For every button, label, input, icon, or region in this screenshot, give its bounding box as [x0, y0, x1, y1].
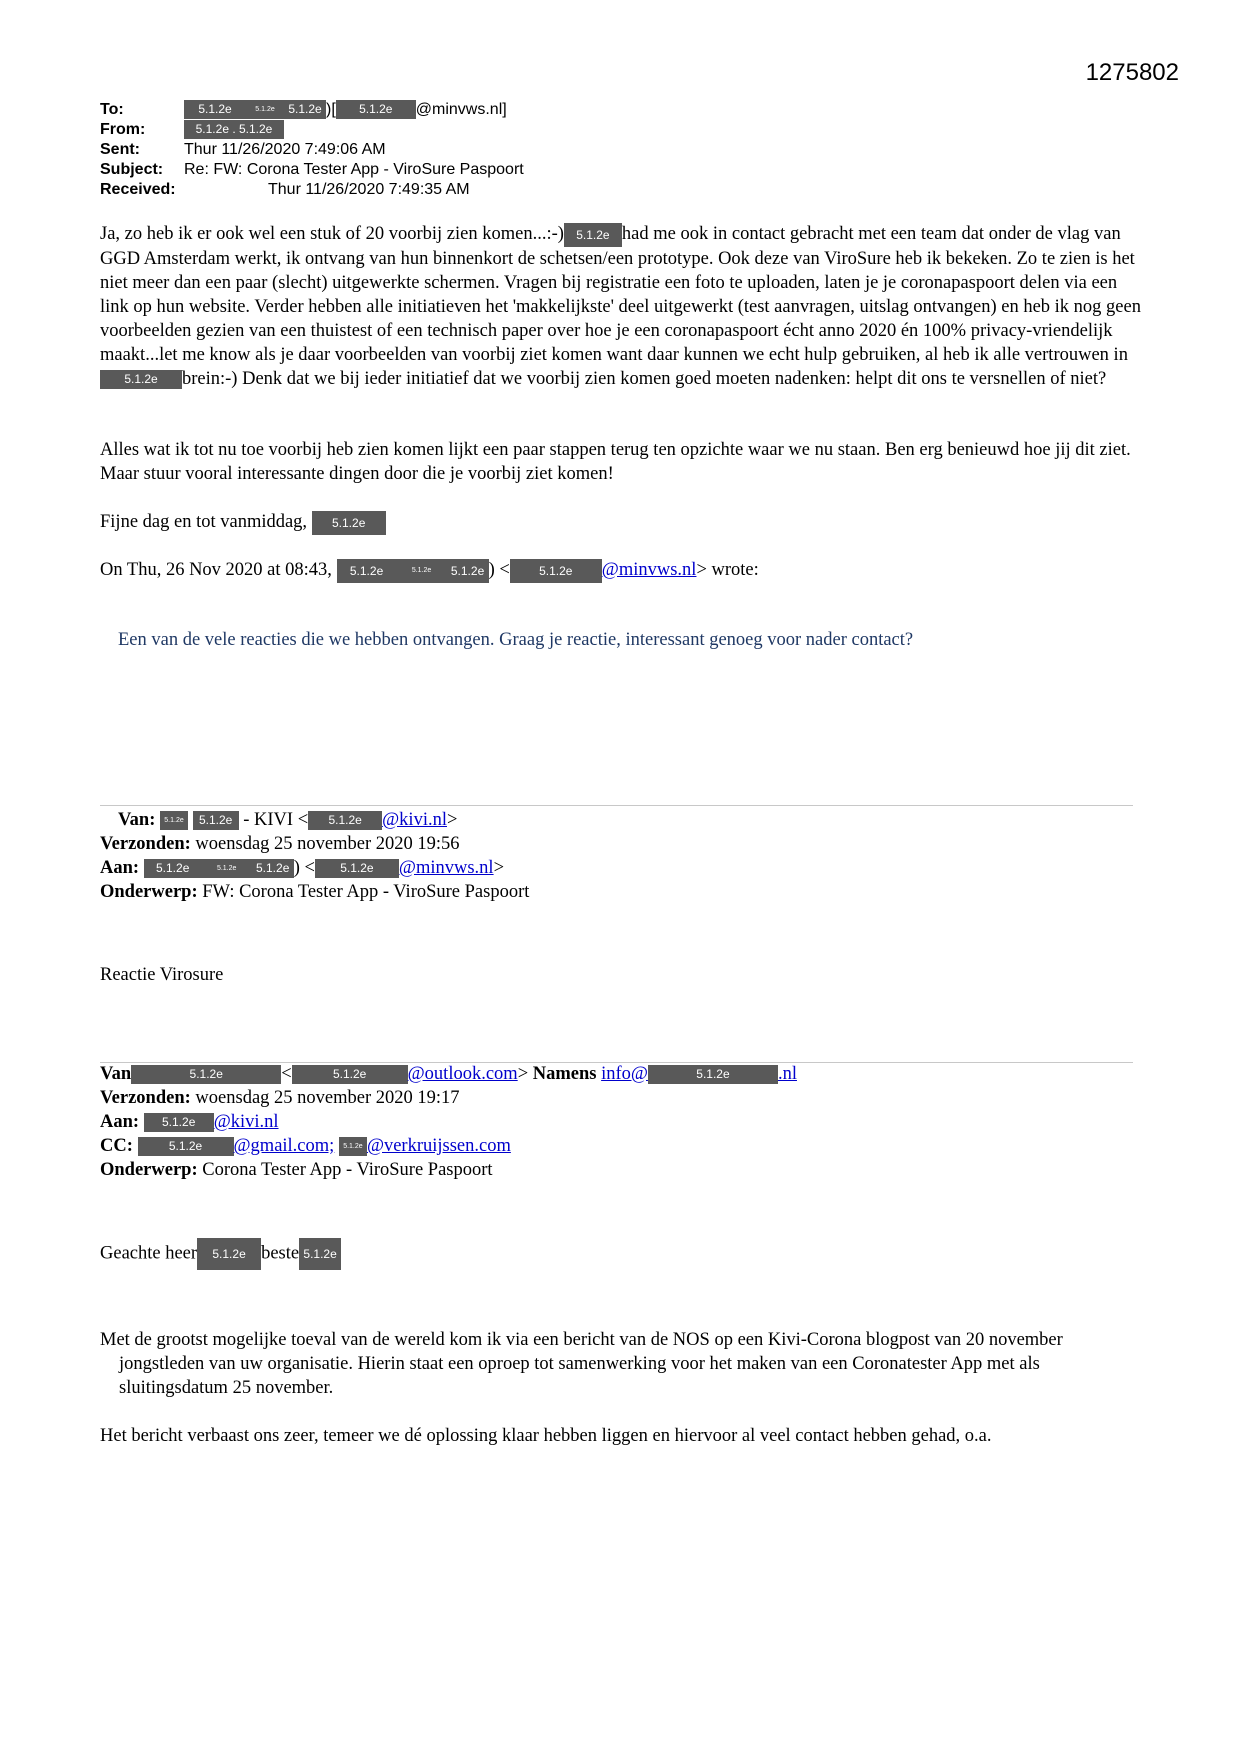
info-email-link-suffix[interactable]: .nl	[777, 1064, 797, 1084]
minvws-email-link[interactable]: @minvws.nl	[601, 560, 697, 580]
sent-value: Thur 11/26/2020 7:49:06 AM	[184, 141, 386, 158]
reply-paragraph-1	[100, 222, 1145, 391]
sent-row	[100, 140, 524, 160]
gmail-email-link[interactable]: @gmail.com;	[233, 1136, 335, 1156]
redaction: 5.1.2e	[292, 1065, 408, 1084]
fwd2-verzonden-row	[100, 1086, 797, 1110]
redaction: 5.1.2e	[202, 859, 252, 878]
fwd1-aan-row	[100, 856, 529, 880]
fwd2-cc-row	[100, 1134, 797, 1158]
from-row	[100, 120, 524, 140]
reply-paragraph-2: Alles wat ik tot nu toe voorbij heb zien komen lijkt een paar stappen terug ten opzichte waar we nu staan. Ben erg benieuwd hoe jij dit ziet. Maar stuur vooral interessante dingen door die je voorbij ziet komen!	[100, 440, 1131, 484]
document-number: 1275802	[1085, 59, 1179, 86]
fwd1-aan-paren: ) <	[293, 858, 315, 878]
redaction: 5.1.2e	[138, 1137, 234, 1156]
forward-header-1	[100, 808, 529, 904]
fwd1-van-end: >	[446, 810, 458, 830]
fwd2-namens-label: Namens	[532, 1064, 597, 1084]
redaction: 5.1.2e	[160, 811, 188, 830]
sent-label: Sent:	[100, 141, 140, 158]
fwd2-verzonden-value: woensdag 25 november 2020 19:17	[195, 1088, 460, 1108]
redaction: 5.1.2e	[284, 100, 326, 119]
kivi-email-link[interactable]: @kivi.nl	[382, 810, 447, 830]
on-wrote-suffix: > wrote:	[696, 560, 759, 580]
fwd2-onderwerp-value: Corona Tester App - ViroSure Paspoort	[202, 1160, 493, 1180]
reply-text: Ja, zo heb ik er ook wel een stuk of 20 voorbij zien komen...:-)	[100, 224, 564, 244]
received-row	[100, 180, 524, 200]
redaction: 5.1.2e	[447, 559, 489, 583]
fwd1-verzonden-row	[100, 832, 529, 856]
fwd1-aan-label: Aan:	[100, 858, 140, 878]
fwd1-onderwerp-value: FW: Corona Tester App - ViroSure Paspoort	[202, 882, 530, 902]
redaction: 5.1.2e	[299, 1238, 341, 1270]
redaction: 5.1.2e	[184, 100, 246, 119]
received-value: Thur 11/26/2020 7:49:35 AM	[268, 181, 470, 198]
fwd2-onderwerp-row	[100, 1158, 797, 1182]
quoted-note: Een van de vele reacties die we hebben ontvangen. Graag je reactie, interessant genoeg voor nader contact?	[118, 630, 914, 650]
redaction: 5.1.2e	[131, 1065, 281, 1084]
reply-text: had me ook in contact gebracht met een team dat onder de vlag van GGD Amsterdam werkt, ik ontvang van hun binnenkort de schetsen/een prototype. Ook deze van ViroSure heb ik bekeken. Zo te zien is het niet meer dan een paar (slecht) uitgewerkte schermen. Vragen bij registratie een foto te uploaden, laten je je coronapaspoort delen via een link op hun website. Verder hebben alle initiatieven het 'makkelijkste' deel uitgewerkt (test aanvragen, uitslag ontvangen) en heb ik nog geen voorbeelden gezien van een thuistest of een technisch paper over hoe je een coronapaspoort écht anno 2020 én 100% privacy-vriendelijk maakt...let me know als je daar voorbeelden van voorbij ziet komen want daar kunnen we echt hulp gebruiken, al heb ik alle vertrouwen in	[100, 224, 1141, 365]
on-wrote-prefix: On Thu, 26 Nov 2020 at 08:43,	[100, 560, 332, 580]
redaction: 5.1.2e	[339, 1137, 367, 1156]
redaction: 5.1.2e	[246, 100, 284, 119]
redaction: 5.1.2e	[648, 1065, 778, 1084]
signoff-text: Fijne dag en tot vanmiddag,	[100, 512, 308, 532]
fwd2-van-row	[100, 1062, 797, 1086]
to-label: To:	[100, 101, 124, 118]
redaction: 5.1.2e	[397, 559, 447, 583]
redaction: 5.1.2e	[100, 370, 182, 389]
on-wrote-line	[100, 558, 1145, 583]
fwd2-cc-label: CC:	[100, 1136, 133, 1156]
fwd2-van-lt: <	[281, 1064, 292, 1084]
subject-row	[100, 160, 524, 180]
fwd1-verzonden-value: woensdag 25 november 2020 19:56	[195, 834, 460, 854]
reply-text: brein:-) Denk dat we bij ieder initiatief dat we voorbij zien komen goed moeten nadenken: helpt dit ons te versnellen of niet?	[182, 368, 1107, 389]
fwd1-onderwerp-label: Onderwerp:	[100, 882, 198, 902]
reply-signoff	[100, 510, 1145, 535]
fwd1-van-org: - KIVI <	[243, 810, 309, 830]
redaction: 5.1.2e	[510, 559, 602, 583]
letter-paragraph-1: Met de grootst mogelijke toeval van de wereld kom ik via een bericht van de NOS op een Kivi-Corona blogpost van 20 november jongstleden van uw organisatie. Hierin staat een oproep tot samenwerking voor het maken van een Coronatester App met als sluitingsdatum 25 november.	[100, 1330, 1063, 1398]
fwd2-aan-label: Aan:	[100, 1112, 140, 1132]
redaction: 5.1.2e	[564, 223, 622, 247]
to-row	[100, 100, 524, 120]
redaction: 5.1.2e	[197, 1238, 261, 1270]
fwd2-verzonden-label: Verzonden:	[100, 1088, 191, 1108]
from-redacted-value: 5.1.2e . 5.1.2e	[184, 120, 284, 139]
forward-header-2	[100, 1062, 797, 1182]
info-email-link[interactable]: info@	[601, 1064, 648, 1084]
redaction: 5.1.2e	[315, 859, 399, 878]
fwd1-van-row	[100, 808, 529, 832]
fwd1-aan-end: >	[493, 858, 505, 878]
outlook-email-link[interactable]: @outlook.com	[407, 1064, 518, 1084]
verkruijssen-email-link[interactable]: @verkruijssen.com	[366, 1136, 511, 1156]
fwd2-aan-row	[100, 1110, 797, 1134]
email-header	[100, 100, 524, 200]
from-label: From:	[100, 121, 146, 138]
forward-body-1: Reactie Virosure	[100, 965, 224, 985]
fwd1-van-label: Van:	[118, 810, 156, 830]
letter-paragraph-2: Het bericht verbaast ons zeer, temeer we dé oplossing klaar hebben liggen en hiervoor al veel contact hebben gehad, o.a.	[100, 1426, 992, 1446]
letter-greeting	[100, 1238, 1145, 1270]
subject-label: Subject:	[100, 161, 164, 178]
kivi-email-link[interactable]: @kivi.nl	[213, 1112, 279, 1132]
minvws-email-link[interactable]: @minvws.nl	[398, 858, 494, 878]
received-label: Received:	[100, 181, 176, 198]
redaction: 5.1.2e	[144, 859, 202, 878]
to-bracket: )[	[326, 101, 336, 118]
to-domain: @minvws.nl]	[415, 101, 507, 118]
redaction: 5.1.2e	[336, 100, 416, 119]
fwd1-verzonden-label: Verzonden:	[100, 834, 191, 854]
separator-rule	[100, 805, 1133, 806]
fwd2-van-gt: >	[517, 1064, 529, 1084]
redaction: 5.1.2e	[312, 511, 386, 535]
fwd2-van-label: Van	[100, 1064, 132, 1084]
subject-value: Re: FW: Corona Tester App - ViroSure Paspoort	[184, 161, 524, 178]
greeting-text: Geachte heer	[100, 1243, 198, 1264]
redaction: 5.1.2e	[337, 559, 397, 583]
redaction: 5.1.2e	[193, 811, 239, 830]
redaction: 5.1.2e	[308, 811, 382, 830]
fwd2-onderwerp-label: Onderwerp:	[100, 1160, 198, 1180]
on-wrote-paren: ) <	[488, 560, 510, 580]
fwd1-onderwerp-row	[100, 880, 529, 904]
redaction: 5.1.2e	[144, 1113, 214, 1132]
redaction: 5.1.2e	[252, 859, 294, 878]
greeting-text: beste	[261, 1243, 300, 1264]
